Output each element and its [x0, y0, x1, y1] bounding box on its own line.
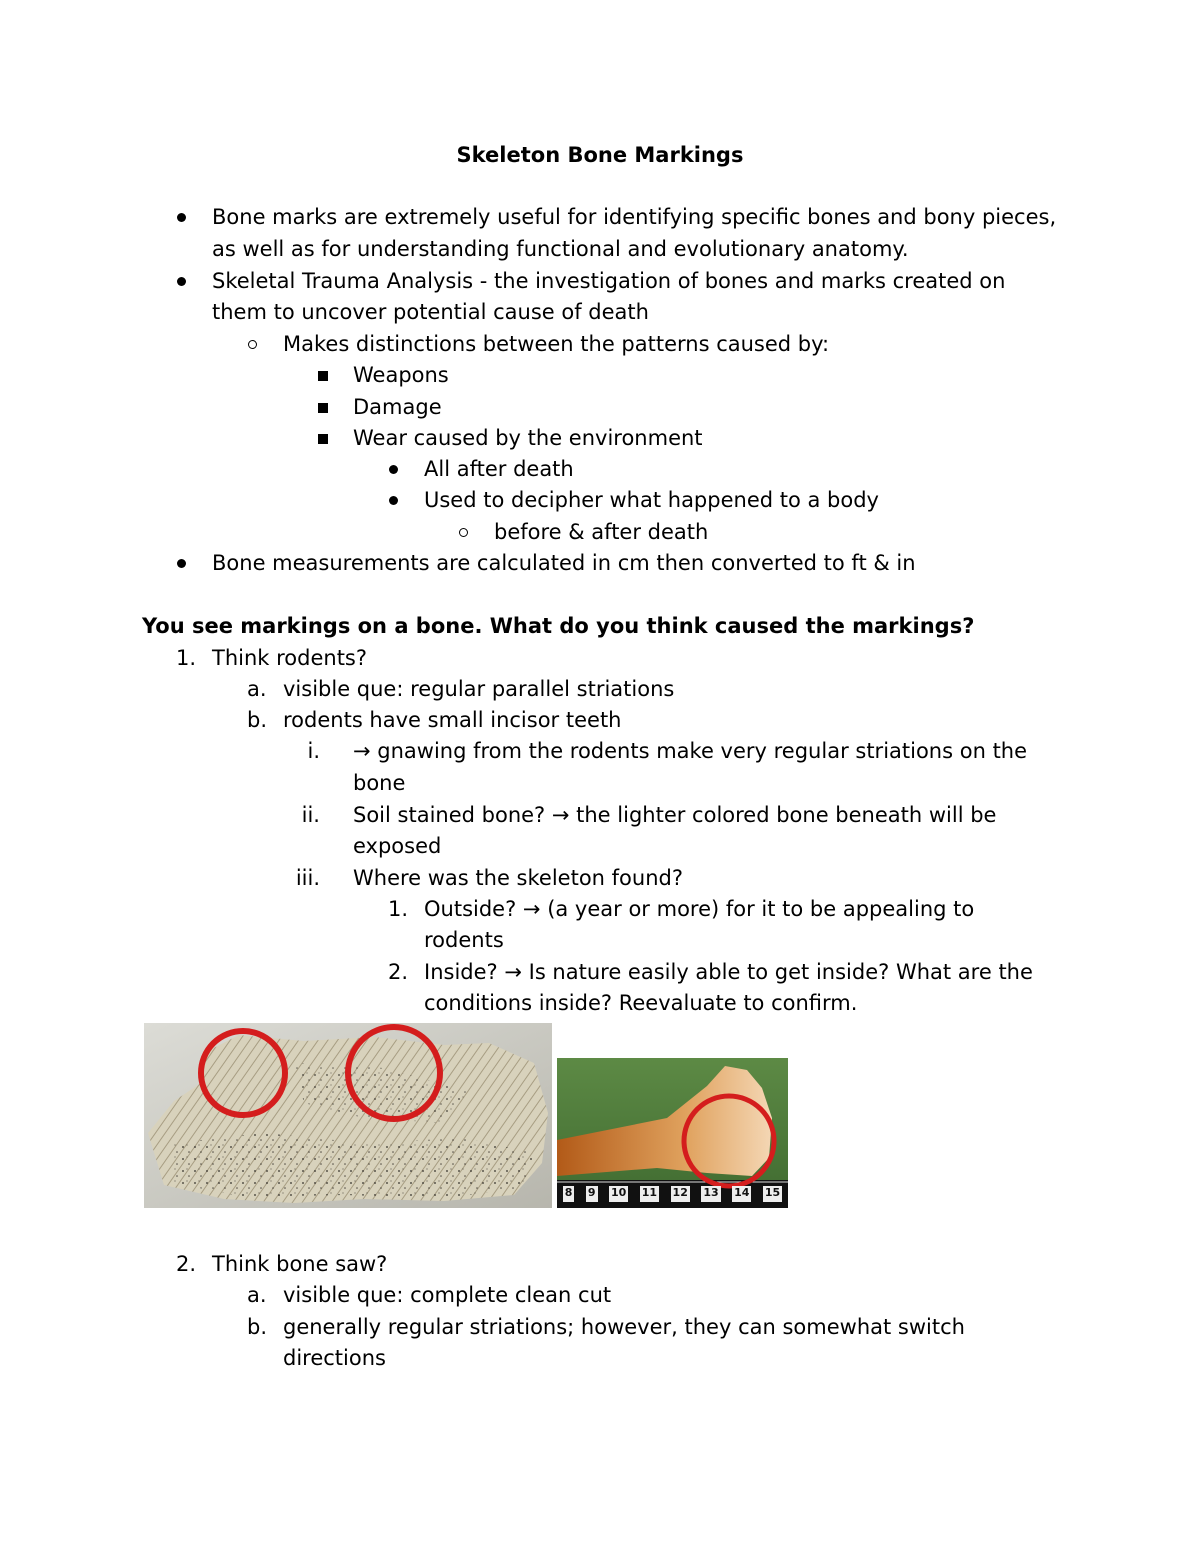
bullet-dot — [389, 496, 398, 505]
bone-gnaw-illustration — [144, 1023, 552, 1208]
rodent-bone-photo — [557, 1058, 788, 1208]
list-number: 2. — [388, 960, 409, 984]
list-item-text: visible que: complete clean cut — [283, 1283, 612, 1307]
bullet-text: Damage — [353, 395, 442, 419]
bullet-text: before & after death — [494, 520, 709, 544]
bullet-text: Bone measurements are calculated in cm then converted to ft & in — [212, 551, 916, 575]
bullet-dot — [177, 277, 186, 286]
list-number: 1. — [176, 646, 197, 670]
bullet-square — [318, 434, 328, 444]
list-item-text: Outside? → (a year or more) for it to be appealing to — [424, 897, 975, 921]
list-letter: a. — [247, 1283, 267, 1307]
ruler-number: 14 — [732, 1186, 751, 1202]
bullet-dot — [177, 559, 186, 568]
bullet-text: Skeletal Trauma Analysis - the investigation of bones and marks created on — [212, 269, 1006, 293]
list-item-text: → gnawing from the rodents make very regular striations on the — [353, 739, 1028, 763]
list-roman: iii. — [295, 866, 320, 890]
list-number: 1. — [388, 897, 409, 921]
page-title: Skeleton Bone Markings — [456, 143, 744, 167]
bullet-circle — [248, 340, 257, 349]
list-item-text: bone — [353, 771, 406, 795]
bullet-text: Wear caused by the environment — [353, 426, 703, 450]
ruler-number: 9 — [586, 1186, 598, 1202]
list-item-text: generally regular striations; however, they can somewhat switch — [283, 1315, 965, 1339]
bullet-text: as well as for understanding functional and evolutionary anatomy. — [212, 237, 909, 261]
list-number: 2. — [176, 1252, 197, 1276]
bullet-text: All after death — [424, 457, 574, 481]
bullet-text: Makes distinctions between the patterns caused by: — [283, 332, 830, 356]
list-item-text: rodents — [424, 928, 504, 952]
list-roman: ii. — [301, 803, 320, 827]
list-letter: b. — [247, 708, 268, 732]
list-item-text: exposed — [353, 834, 442, 858]
ruler-number: 10 — [609, 1186, 628, 1202]
question-heading: You see markings on a bone. What do you think caused the markings? — [142, 614, 975, 638]
list-item-text: Think rodents? — [212, 646, 368, 670]
bullet-text: Weapons — [353, 363, 449, 387]
ruler-number: 8 — [563, 1186, 575, 1202]
bullet-dot — [177, 213, 186, 222]
list-item-text: Where was the skeleton found? — [353, 866, 683, 890]
bullet-dot — [389, 465, 398, 474]
bullet-text: Used to decipher what happened to a body — [424, 488, 879, 512]
bullet-square — [318, 371, 328, 381]
list-letter: a. — [247, 677, 267, 701]
bullet-square — [318, 403, 328, 413]
list-item-text: visible que: regular parallel striations — [283, 677, 675, 701]
list-item-text: rodents have small incisor teeth — [283, 708, 622, 732]
list-item-text: Inside? → Is nature easily able to get inside? What are the — [424, 960, 1033, 984]
list-item-text: Soil stained bone? → the lighter colored bone beneath will be — [353, 803, 997, 827]
ruler-scale — [557, 1186, 788, 1202]
list-item-text: Think bone saw? — [212, 1252, 388, 1276]
list-letter: b. — [247, 1315, 268, 1339]
bullet-circle — [459, 528, 468, 537]
ruler-number: 13 — [701, 1186, 720, 1202]
bone-gnaw-photo — [144, 1023, 552, 1208]
list-item-text: directions — [283, 1346, 386, 1370]
ruler-number: 12 — [671, 1186, 690, 1202]
list-item-text: conditions inside? Reevaluate to confirm. — [424, 991, 858, 1015]
ruler-number: 15 — [763, 1186, 782, 1202]
ruler-number: 11 — [640, 1186, 659, 1202]
bullet-text: Bone marks are extremely useful for identifying specific bones and bony pieces, — [212, 205, 1057, 229]
list-roman: i. — [307, 739, 320, 763]
bullet-text: them to uncover potential cause of death — [212, 300, 649, 324]
